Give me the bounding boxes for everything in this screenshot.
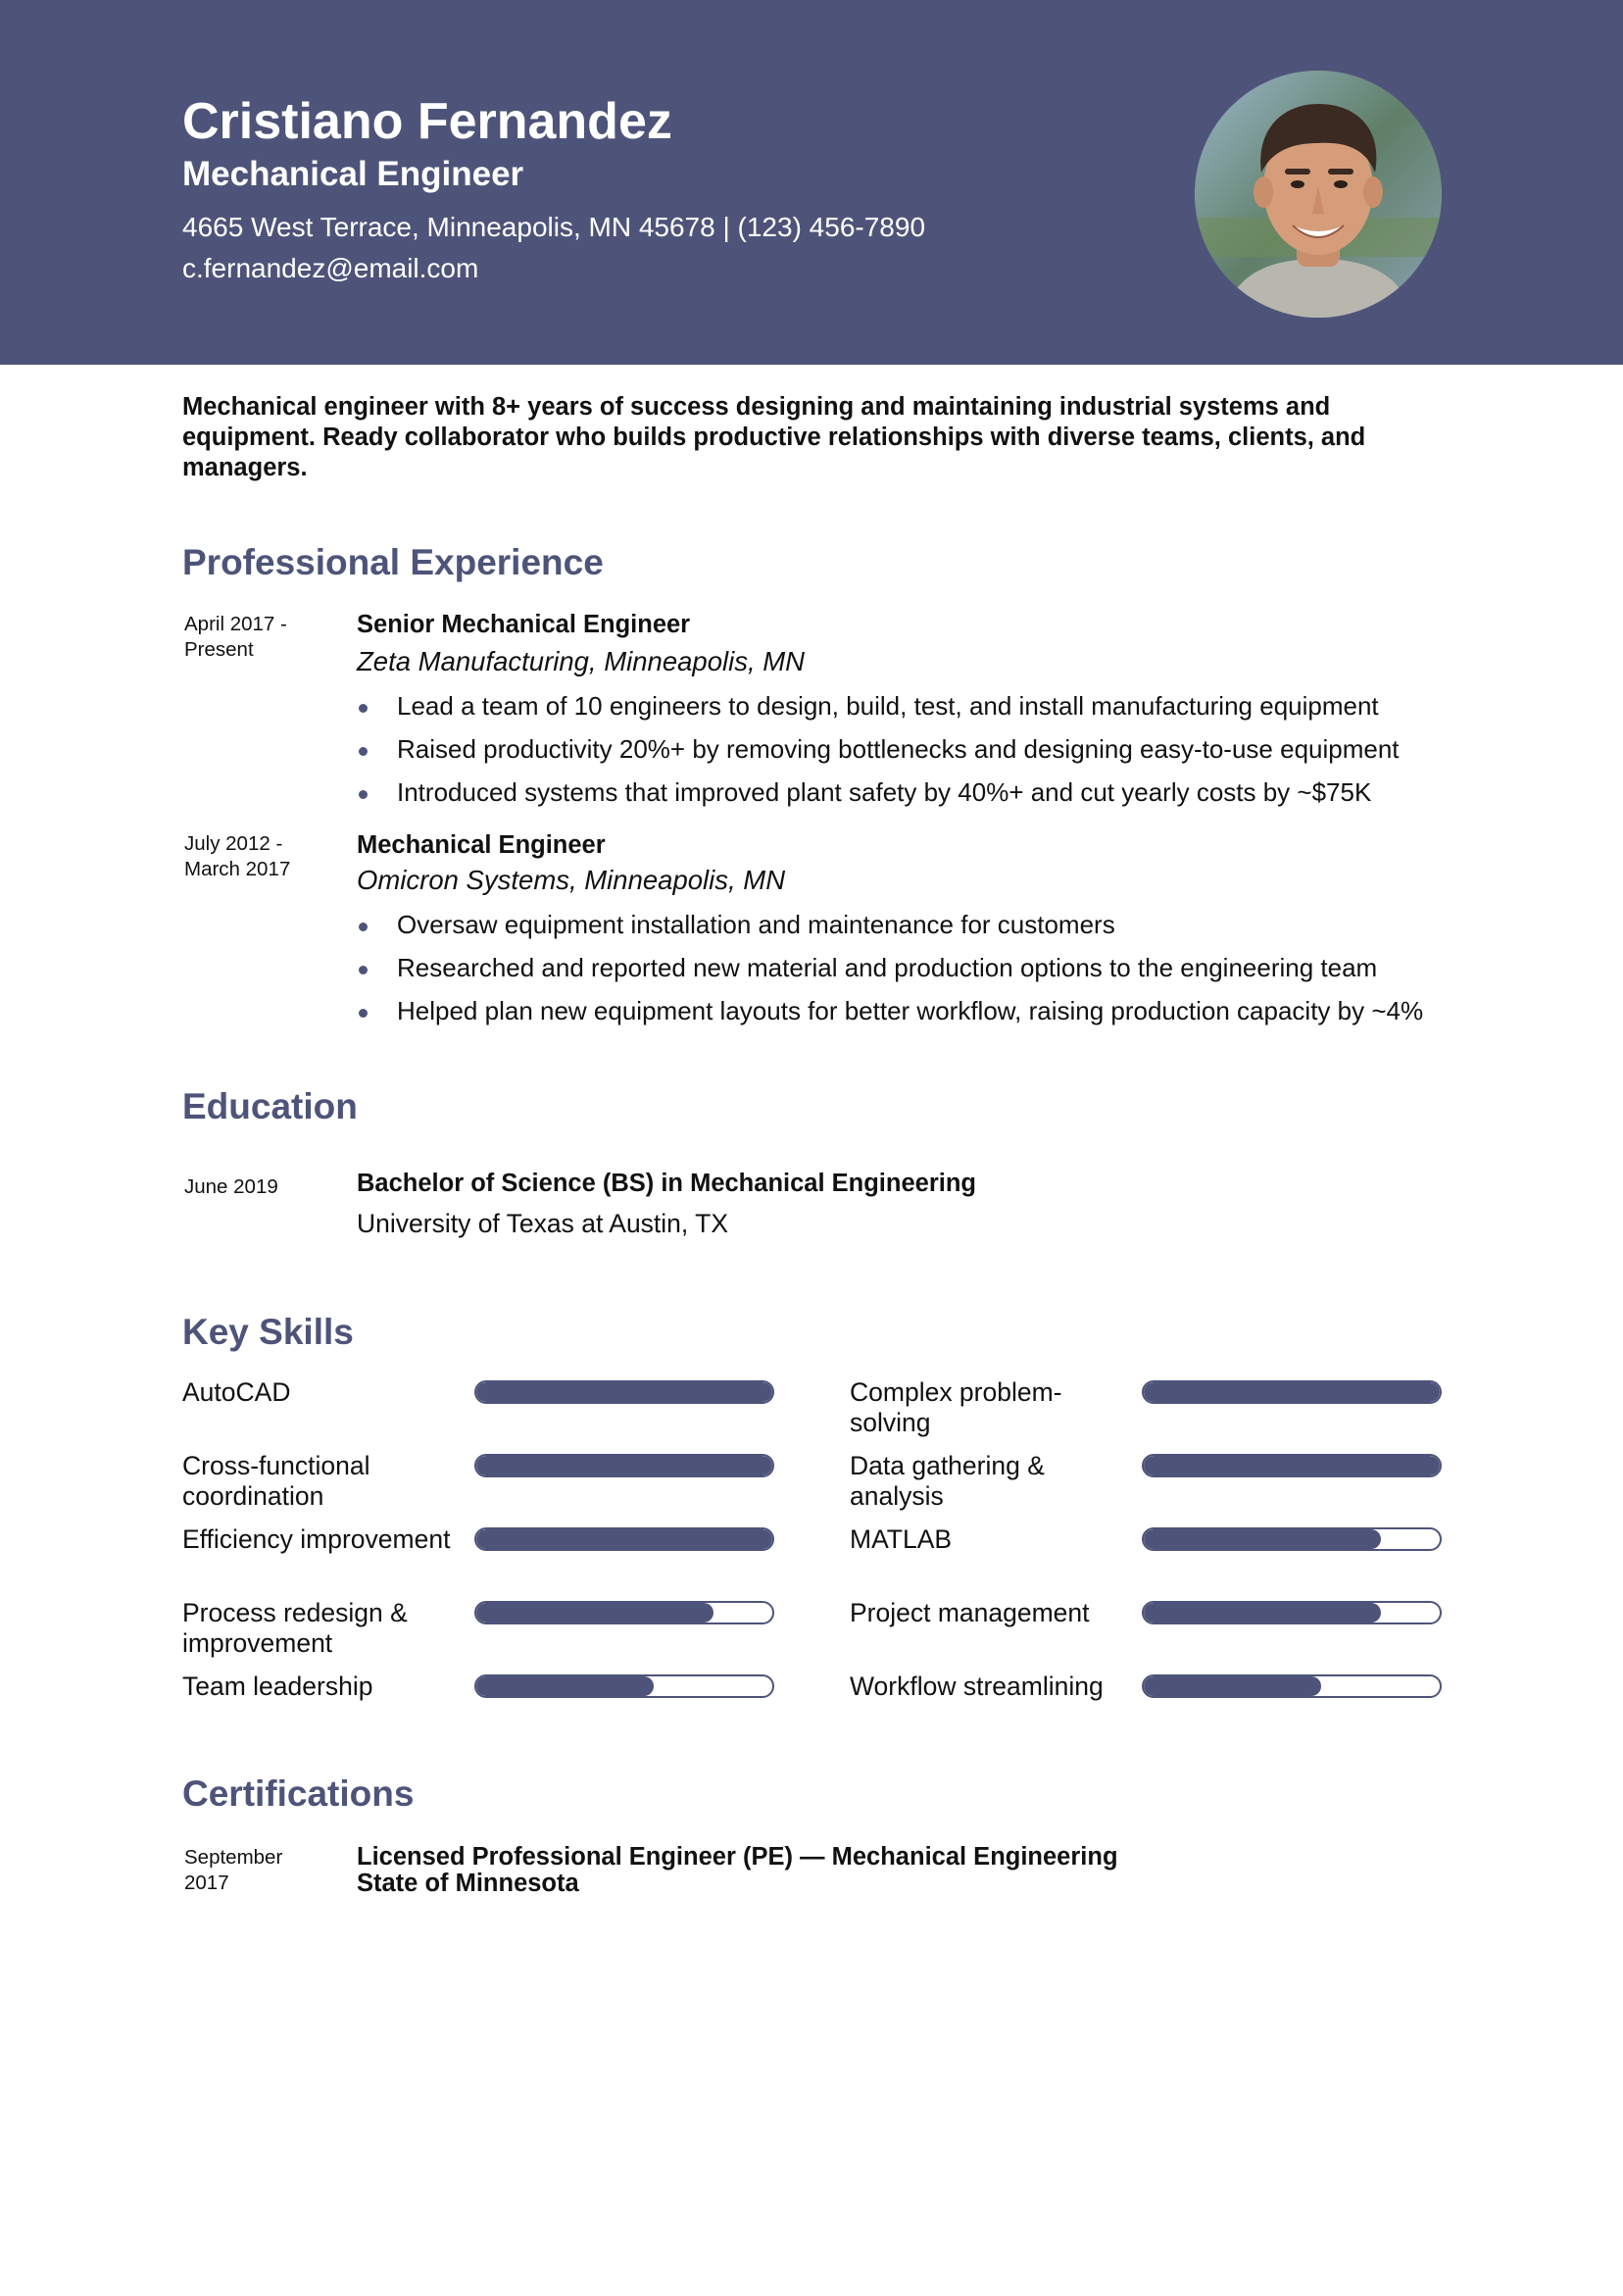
bullet-icon (359, 704, 368, 713)
education-date: June 2019 (184, 1175, 278, 1198)
job-date (184, 831, 341, 882)
skill-level-bar (474, 1601, 774, 1624)
skill-label: MATLAB (850, 1524, 953, 1554)
candidate-name: Cristiano Fernandez (182, 93, 672, 150)
skill-label: Efficiency improvement (182, 1524, 451, 1554)
job-bullets (357, 684, 1484, 814)
skill-level-fill (476, 1529, 772, 1549)
skill-level-bar (474, 1674, 774, 1698)
job-bullet-text: Lead a team of 10 engineers to design, build, test, and install manufacturing equipment (397, 691, 1379, 721)
skill-level-bar (1142, 1601, 1442, 1624)
skill-level-fill (476, 1382, 772, 1402)
skill-level-fill (1144, 1529, 1381, 1549)
job-date-start: April 2017 - (184, 613, 287, 635)
skill-label: Workflow streamlining (850, 1672, 1104, 1701)
job-bullet-text: Introduced systems that improved plant safety by 40%+ and cut yearly costs by ~$75K (397, 777, 1372, 807)
job-bullet (357, 727, 1484, 771)
skill-level-bar (474, 1454, 774, 1477)
job-bullet (357, 903, 1484, 946)
job-bullet-text: Helped plan new equipment layouts for better workflow, raising production capacity by ~4% (397, 996, 1424, 1025)
skill-label: AutoCAD (182, 1377, 291, 1407)
job-bullet (357, 946, 1484, 989)
skill-level-bar (1142, 1674, 1442, 1698)
skill-label: Project management (850, 1598, 1090, 1627)
bullet-icon (359, 747, 368, 756)
skill-level-fill (1144, 1382, 1440, 1402)
skill-label: Complex problem-solving (850, 1377, 1062, 1437)
skill-level-fill (476, 1456, 772, 1475)
education-school: University of Texas at Austin, TX (357, 1209, 729, 1238)
skill-level-bar (474, 1527, 774, 1551)
bullet-icon (359, 790, 368, 799)
skill-level-bar (474, 1380, 774, 1404)
job-bullet-text: Researched and reported new material and production options to the engineering team (397, 953, 1378, 982)
certification-title: Licensed Professional Engineer (PE) — Mechanical Engineering (357, 1843, 1118, 1871)
job-date-end: March 2017 (184, 858, 291, 880)
certification-issuer: State of Minnesota (357, 1870, 579, 1897)
resume-header (0, 0, 1623, 365)
job-bullet (357, 989, 1484, 1032)
skill-label: Team leadership (182, 1672, 373, 1701)
skill-label: Cross-functional coordination (182, 1451, 370, 1511)
job-company: Zeta Manufacturing, Minneapolis, MN (357, 646, 806, 676)
job-bullets (357, 903, 1484, 1032)
job-title: Senior Mechanical Engineer (357, 611, 691, 638)
education-heading: Education (182, 1086, 358, 1126)
job-bullet (357, 684, 1484, 727)
experience-heading: Professional Experience (182, 542, 604, 582)
skill-level-fill (1144, 1603, 1381, 1622)
job-company: Omicron Systems, Minneapolis, MN (357, 865, 786, 895)
bullet-icon (359, 1009, 368, 1018)
job-date-end: Present (184, 638, 254, 661)
certifications-heading: Certifications (182, 1773, 415, 1814)
skill-label: Data gathering & analysis (850, 1451, 1045, 1511)
contact-email: c.fernandez@email.com (182, 253, 479, 283)
skill-level-fill (1144, 1456, 1440, 1475)
profile-photo (1195, 71, 1442, 318)
skill-level-bar (1142, 1527, 1442, 1551)
job-date-start: July 2012 - (184, 832, 283, 855)
job-bullet-text: Raised productivity 20%+ by removing bottlenecks and designing easy-to-use equipment (397, 734, 1400, 764)
professional-summary: Mechanical engineer with 8+ years of success designing and maintaining industrial systems and equipment. Ready collaborator who builds productive relationships with diverse teams, clients, and managers. (182, 393, 1366, 481)
job-bullet (357, 771, 1484, 814)
skill-level-fill (1144, 1676, 1321, 1696)
skill-level-bar (1142, 1454, 1442, 1477)
contact-address-phone: 4665 West Terrace, Minneapolis, MN 45678 | (123) 456-7890 (182, 212, 926, 242)
skill-label: Process redesign & improvement (182, 1598, 408, 1658)
education-degree: Bachelor of Science (BS) in Mechanical Engineering (357, 1170, 976, 1197)
job-date (184, 612, 341, 663)
skill-level-fill (476, 1603, 713, 1622)
bullet-icon (359, 923, 368, 931)
bullet-icon (359, 966, 368, 974)
candidate-title: Mechanical Engineer (182, 155, 524, 193)
skills-heading: Key Skills (182, 1312, 354, 1352)
job-title: Mechanical Engineer (357, 831, 606, 859)
skill-level-bar (1142, 1380, 1442, 1404)
certification-date: September 2017 (184, 1846, 283, 1894)
skill-level-fill (476, 1676, 654, 1696)
job-bullet-text: Oversaw equipment installation and maintenance for customers (397, 910, 1115, 939)
